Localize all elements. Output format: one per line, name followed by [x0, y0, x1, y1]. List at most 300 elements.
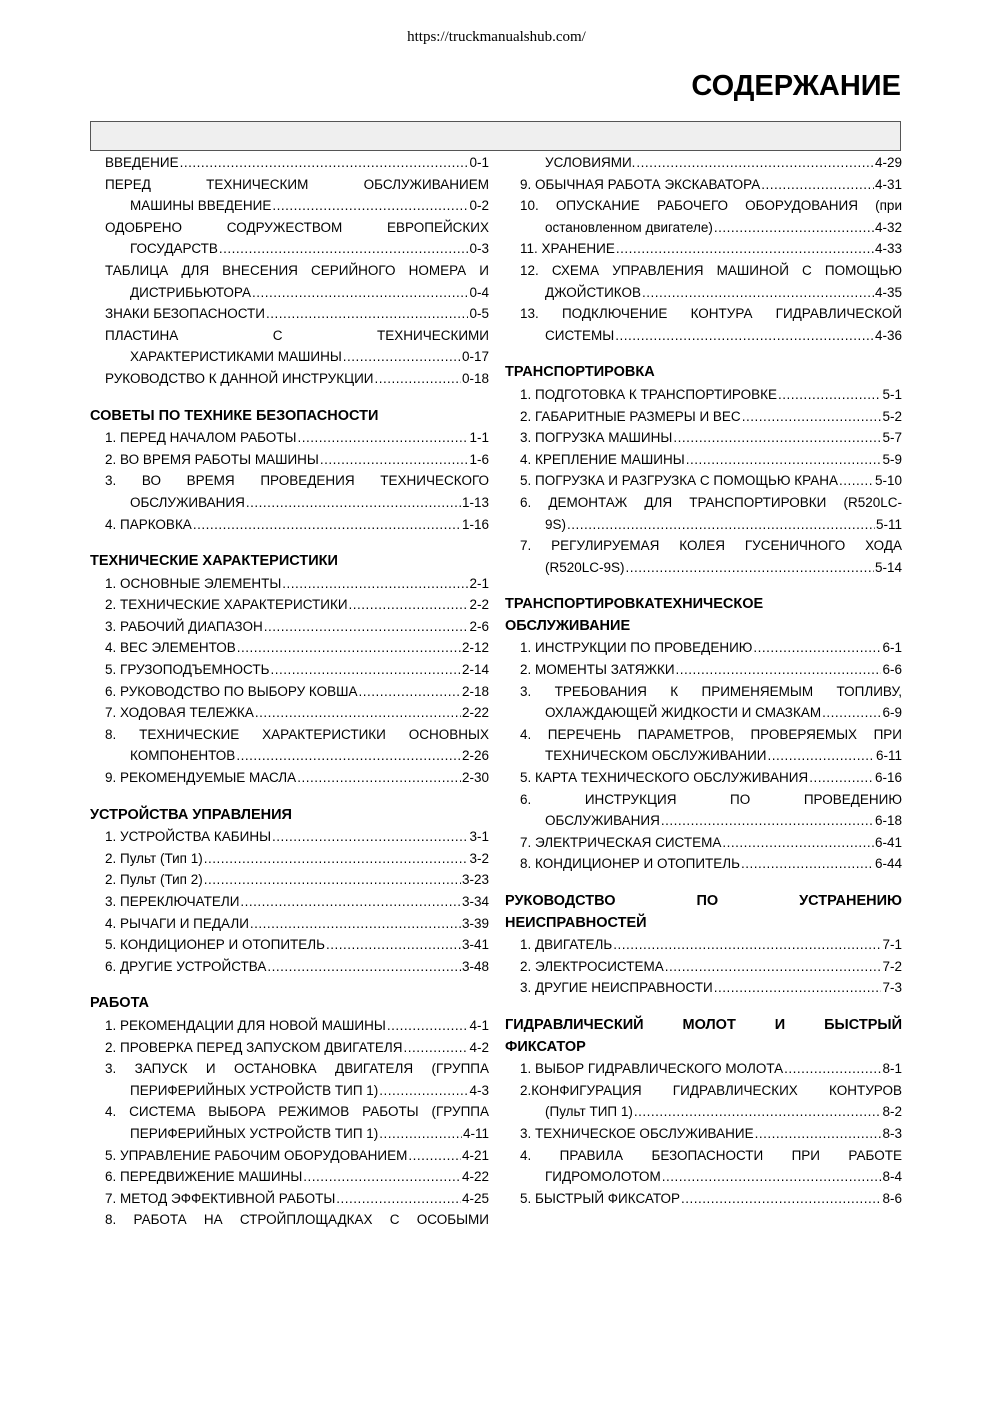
- toc-entry-page: 3-48: [461, 958, 489, 974]
- toc-section-title: ФИКСАТОР: [505, 1038, 586, 1055]
- dot-leader: [714, 977, 882, 999]
- dot-leader: [661, 810, 874, 832]
- toc-entry-row: [105, 869, 489, 891]
- toc-entry-text: ПЕРИФЕРИЙНЫХ УСТРОЙСТВ ТИП 1): [130, 1125, 379, 1141]
- toc-entry-page: 0-2: [469, 198, 489, 214]
- toc-entry-row: [105, 492, 489, 514]
- toc-entry: [90, 260, 489, 303]
- dot-leader: [761, 174, 874, 196]
- dot-leader: [236, 745, 461, 767]
- dot-leader: [193, 514, 461, 536]
- toc-entry-text: 2. ТЕХНИЧЕСКИЕ ХАРАКТЕРИСТИКИ: [105, 597, 348, 613]
- dot-leader: [270, 659, 461, 681]
- toc-entry: [90, 174, 489, 217]
- toc-entry-row: [105, 195, 489, 217]
- toc-section-title: РУКОВОДСТВО ПО УСТРАНЕНИЮ: [505, 893, 902, 909]
- toc-entry: [90, 594, 489, 616]
- toc-entry-text: 2. ПРОВЕРКА ПЕРЕД ЗАПУСКОМ ДВИГАТЕЛЯ: [105, 1039, 403, 1055]
- dot-leader: [204, 848, 469, 870]
- toc-entry: [90, 848, 489, 870]
- toc-entry-row: [105, 346, 489, 368]
- toc-entry: [90, 303, 489, 325]
- toc-entry-line: 2.КОНФИГУРАЦИЯ ГИДРАВЛИЧЕСКИХ КОНТУРОВ: [520, 1082, 902, 1098]
- toc-entry-text: 1. ВЫБОР ГИДРАВЛИЧЕСКОГО МОЛОТА: [520, 1061, 784, 1077]
- toc-entry-text: 1. ДВИГАТЕЛЬ: [520, 937, 613, 953]
- toc-entry-page: 4-3: [469, 1082, 489, 1098]
- toc-entry: [90, 1015, 489, 1037]
- toc-entry-line: 10. ОПУСКАНИЕ РАБОЧЕГО ОБОРУДОВАНИЯ (при: [520, 198, 902, 214]
- toc-entry-row: [105, 616, 489, 638]
- toc-section: [505, 594, 902, 875]
- toc-entry-line: ОДОБРЕНО СОДРУЖЕСТВОМ ЕВРОПЕЙСКИХ: [105, 219, 489, 235]
- toc-section: [90, 805, 489, 978]
- dot-leader: [673, 427, 881, 449]
- dot-leader: [662, 1166, 882, 1188]
- dot-leader: [567, 514, 875, 536]
- toc-entry-row: [105, 1037, 489, 1059]
- toc-entry-text: ГОСУДАРСТВ: [130, 241, 218, 257]
- toc-entry-page: 2-18: [461, 683, 489, 699]
- toc-entry-page: 7-1: [882, 937, 902, 953]
- toc-entry-text: ВВЕДЕНИЕ: [105, 155, 179, 170]
- dot-leader: [240, 891, 461, 913]
- toc-section: [505, 362, 902, 578]
- dot-leader: [359, 681, 461, 703]
- toc-entry-row: [105, 637, 489, 659]
- toc-entry-row: [520, 1101, 902, 1123]
- toc-entry: [505, 767, 902, 789]
- toc-entry-row: [520, 637, 902, 659]
- dot-leader: [343, 346, 461, 368]
- toc-entry-page: 2-22: [461, 705, 489, 721]
- toc-entry-page: 2-1: [469, 575, 489, 591]
- toc-entry: [90, 152, 489, 174]
- toc-entry: [90, 681, 489, 703]
- toc-section-title: ТРАНСПОРТИРОВКА: [505, 364, 655, 381]
- page-title: СОДЕРЖАНИЕ: [691, 70, 901, 102]
- toc-entry-page: 5-1: [882, 386, 902, 402]
- toc-entry: [505, 535, 902, 578]
- toc-entry-page: 0-1: [469, 155, 489, 170]
- toc-section-title: ГИДРАВЛИЧЕСКИЙ МОЛОТ И БЫСТРЫЙ: [505, 1016, 902, 1033]
- dot-leader: [768, 745, 875, 767]
- toc-entry-row: [105, 1080, 489, 1102]
- toc-entry-text: 2. Пульт (Тип 2): [105, 872, 203, 888]
- toc-entry-page: 3-23: [461, 872, 489, 888]
- toc-entry-row: [105, 238, 489, 260]
- toc-entry-page: 3-34: [461, 894, 489, 909]
- toc-entry-text: ДЖОЙСТИКОВ: [545, 284, 641, 300]
- toc-entry: [505, 195, 902, 238]
- toc-entry-text: ЗНАКИ БЕЗОПАСНОСТИ: [105, 306, 265, 322]
- toc-entry: [505, 406, 902, 428]
- toc-entry-page: 4-33: [874, 241, 902, 257]
- toc-entry-page: 4-35: [874, 284, 902, 300]
- toc-entry: [90, 869, 489, 891]
- toc-entry-row: [105, 891, 489, 913]
- toc-entry: [505, 789, 902, 832]
- toc-entry: [505, 1188, 902, 1210]
- toc-entry-row: [105, 303, 489, 325]
- dot-leader: [266, 303, 469, 325]
- toc-entry-line: 12. СХЕМА УПРАВЛЕНИЯ МАШИНОЙ С ПОМОЩЬЮ: [520, 262, 902, 278]
- dot-leader: [681, 1188, 881, 1210]
- toc-entry: [505, 1080, 902, 1123]
- toc-entry-text: 9S): [545, 516, 567, 532]
- toc-entry: [505, 1058, 902, 1080]
- toc-entry-row: [105, 913, 489, 935]
- toc-entry-text: ОБСЛУЖИВАНИЯ: [545, 813, 660, 829]
- toc-entry-page: 5-14: [874, 559, 902, 575]
- toc-entry-row: [520, 832, 902, 854]
- toc-entry: [505, 174, 902, 196]
- dot-leader: [297, 767, 461, 789]
- toc-entry-row: [105, 745, 489, 767]
- toc-entry-row: [105, 702, 489, 724]
- toc-entry: [90, 891, 489, 913]
- toc-entry-line: 3. ВО ВРЕМЯ ПРОВЕДЕНИЯ ТЕХНИЧЕСКОГО: [105, 473, 489, 489]
- toc-entry-page: 4-36: [874, 327, 902, 343]
- toc-entry: [505, 449, 902, 471]
- toc-entry-text: 1. УСТРОЙСТВА КАБИНЫ: [105, 829, 272, 845]
- toc-entry-text: 6. РУКОВОДСТВО ПО ВЫБОРУ КОВША: [105, 683, 358, 699]
- toc-entry: [505, 659, 902, 681]
- toc-entry-text: 5. УПРАВЛЕНИЕ РАБОЧИМ ОБОРУДОВАНИЕМ: [105, 1147, 408, 1163]
- toc-entry-page: 6-1: [882, 640, 902, 656]
- dot-leader: [298, 427, 469, 449]
- toc-entry: [505, 853, 902, 875]
- toc-section-title: ОБСЛУЖИВАНИЕ: [505, 617, 631, 634]
- dot-leader: [252, 282, 469, 304]
- dot-leader: [320, 449, 469, 471]
- toc-entry: [505, 956, 902, 978]
- dot-leader: [722, 832, 874, 854]
- toc-entry-page: 1-1: [469, 430, 489, 446]
- toc-entry-text: (Пульт ТИП 1): [545, 1104, 633, 1120]
- toc-entry: [90, 470, 489, 513]
- toc-entry-row: [520, 853, 902, 875]
- dot-leader: [303, 1166, 461, 1188]
- toc-entry-row: [105, 1145, 489, 1167]
- dot-leader: [387, 1015, 469, 1037]
- toc-entry: [90, 767, 489, 789]
- toc-entry-page: 3-2: [469, 850, 489, 866]
- toc-entry-row: [520, 1188, 902, 1210]
- toc-entry-page: 0-17: [461, 349, 489, 365]
- toc-entry-row: [520, 449, 902, 471]
- toc-entry-row: [105, 848, 489, 870]
- toc-entry-text: 8. КОНДИЦИОНЕР И ОТОПИТЕЛЬ: [520, 856, 740, 872]
- toc-entry-row: [105, 1015, 489, 1037]
- toc-entry-text: 7. ЭЛЕКТРИЧЕСКАЯ СИСТЕМА: [520, 834, 722, 850]
- toc-entry-page: 0-18: [461, 370, 489, 386]
- toc-entry-page: 6-9: [882, 705, 902, 721]
- toc-entry-page: 4-11: [462, 1125, 489, 1141]
- dot-leader: [839, 470, 874, 492]
- toc-continued-group: [505, 152, 902, 346]
- dot-leader: [264, 616, 469, 638]
- toc-entry-page: 6-41: [874, 834, 902, 850]
- toc-entry-text: МАШИНЫ ВВЕДЕНИЕ: [130, 198, 272, 214]
- toc-entry-text: 1. ПЕРЕД НАЧАЛОМ РАБОТЫ: [105, 430, 297, 446]
- toc-entry-page: 5-7: [882, 430, 902, 446]
- dot-leader: [255, 702, 461, 724]
- toc-entry-text: 3. ДРУГИЕ НЕИСПРАВНОСТИ: [520, 980, 713, 996]
- toc-entry-page: 0-4: [469, 284, 489, 300]
- dot-leader: [379, 1080, 468, 1102]
- toc-entry: [505, 1145, 902, 1188]
- toc-entry-row: [105, 282, 489, 304]
- toc-entry-row: [520, 1058, 902, 1080]
- toc-entry-page: 2-26: [461, 748, 489, 764]
- toc-entry-text: 9. ОБЫЧНАЯ РАБОТА ЭКСКАВАТОРА: [520, 176, 761, 192]
- toc-entry-row: [520, 325, 902, 347]
- toc-entry-page: 1-16: [461, 516, 489, 532]
- toc-entry: [90, 659, 489, 681]
- dot-leader: [326, 934, 461, 956]
- toc-entry-row: [520, 934, 902, 956]
- dot-leader: [636, 152, 874, 174]
- toc-entry-text: ГИДРОМОЛОТОМ: [545, 1169, 661, 1185]
- toc-entry-text: 5. БЫСТРЫЙ ФИКСАТОР: [520, 1190, 681, 1206]
- toc-section-title: УСТРОЙСТВА УПРАВЛЕНИЯ: [90, 806, 292, 823]
- toc-entry-line: ПЛАСТИНА С ТЕХНИЧЕСКИМИ: [105, 327, 489, 343]
- dot-leader: [778, 384, 882, 406]
- dot-leader: [784, 1058, 881, 1080]
- toc-entry-row: [105, 368, 489, 390]
- toc-section-title: НЕИСПРАВНОСТЕЙ: [505, 914, 647, 931]
- dot-leader: [626, 557, 874, 579]
- toc-entry-text: (R520LC-9S): [545, 559, 625, 575]
- toc-entry-text: ДИСТРИБЬЮТОРА: [130, 284, 251, 300]
- toc-entry-text: 7. МЕТОД ЭФФЕКТИВНОЙ РАБОТЫ: [105, 1190, 336, 1206]
- toc-entry-line: 3. ЗАПУСК И ОСТАНОВКА ДВИГАТЕЛЯ (ГРУППА: [105, 1061, 489, 1077]
- toc-entry-page: 3-1: [469, 829, 489, 845]
- toc-entry: [505, 977, 902, 999]
- toc-entry-row: [105, 934, 489, 956]
- toc-entry: [505, 724, 902, 767]
- toc-entry: [90, 637, 489, 659]
- toc-entry-text: СИСТЕМЫ: [545, 327, 615, 343]
- dot-leader: [336, 1188, 461, 1210]
- toc-entry-text: КОМПОНЕНТОВ: [130, 748, 236, 764]
- toc-entry-row: [520, 470, 902, 492]
- dot-leader: [755, 1123, 882, 1145]
- dot-leader: [349, 594, 469, 616]
- toc-entry-text: РУКОВОДСТВО К ДАННОЙ ИНСТРУКЦИИ: [105, 370, 374, 386]
- toc-entry: [90, 427, 489, 449]
- toc-entry-page: 4-22: [461, 1169, 489, 1185]
- toc-entry: [505, 152, 902, 174]
- dot-leader: [403, 1037, 468, 1059]
- toc-entry-row: [520, 956, 902, 978]
- toc-entry-text: 9. РЕКОМЕНДУЕМЫЕ МАСЛА: [105, 770, 297, 786]
- toc-section: [505, 1015, 902, 1209]
- toc-entry-row: [105, 573, 489, 595]
- source-url: https://truckmanualshub.com/: [407, 29, 586, 45]
- toc-entry: [505, 1123, 902, 1145]
- toc-entry-row: [520, 745, 902, 767]
- toc-entry-row: [105, 681, 489, 703]
- toc-left-column: [90, 152, 489, 1247]
- toc-entry-page: 6-18: [874, 813, 902, 829]
- toc-entry-page: 2-6: [469, 618, 489, 634]
- dot-leader: [676, 659, 882, 681]
- dot-leader: [379, 1123, 462, 1145]
- toc-entry-text: 1. ИНСТРУКЦИИ ПО ПРОВЕДЕНИЮ: [520, 640, 753, 656]
- toc-entry-page: 4-29: [874, 155, 902, 170]
- toc-entry-row: [520, 282, 902, 304]
- toc-section-title: СОВЕТЫ ПО ТЕХНИКЕ БЕЗОПАСНОСТИ: [90, 407, 379, 424]
- toc-entry: [90, 826, 489, 848]
- toc-entry: [90, 934, 489, 956]
- toc-entry-text: 5. КАРТА ТЕХНИЧЕСКОГО ОБСЛУЖИВАНИЯ: [520, 770, 809, 786]
- toc-right-column: [505, 152, 902, 1225]
- toc-entry-row: [520, 514, 902, 536]
- toc-entry: [90, 1166, 489, 1188]
- toc-entry-line: 13. ПОДКЛЮЧЕНИЕ КОНТУРА ГИДРАВЛИЧЕСКОЙ: [520, 306, 902, 322]
- dot-leader: [219, 238, 469, 260]
- toc-entry-line: ПЕРЕД ТЕХНИЧЕСКИМ ОБСЛУЖИВАНИЕМ: [105, 176, 489, 192]
- toc-entry-text: 2. ГАБАРИТНЫЕ РАЗМЕРЫ И ВЕС: [520, 408, 741, 424]
- toc-entry-row: [520, 217, 902, 239]
- toc-entry: [90, 1188, 489, 1210]
- toc-entry-line: 7. РЕГУЛИРУЕМАЯ КОЛЕЯ ГУСЕНИЧНОГО ХОДА: [520, 538, 902, 554]
- toc-entry-page: 5-2: [882, 408, 902, 424]
- toc-entry: [505, 260, 902, 303]
- toc-entry-text: 4. ВЕС ЭЛЕМЕНТОВ: [105, 640, 236, 656]
- toc-entry-page: 0-5: [469, 306, 489, 322]
- toc-section-title: ТЕХНИЧЕСКИЕ ХАРАКТЕРИСТИКИ: [90, 553, 338, 570]
- dot-leader: [616, 238, 874, 260]
- dot-leader: [613, 934, 881, 956]
- toc-entry: [505, 934, 902, 956]
- dot-leader: [204, 869, 461, 891]
- toc-entry-page: 3-41: [461, 937, 489, 953]
- dot-leader: [237, 637, 461, 659]
- toc-entry: [505, 384, 902, 406]
- toc-entry: [505, 681, 902, 724]
- toc-entry: [90, 1145, 489, 1167]
- toc-entry: [90, 449, 489, 471]
- toc-entry-line: ТАБЛИЦА ДЛЯ ВНЕСЕНИЯ СЕРИЙНОГО НОМЕРА И: [105, 262, 489, 278]
- toc-entry: [505, 470, 902, 492]
- toc-entry-row: [105, 594, 489, 616]
- toc-entry-row: [105, 826, 489, 848]
- toc-entry-row: [520, 702, 902, 724]
- toc-entry-page: 7-3: [882, 980, 902, 996]
- dot-leader: [180, 152, 469, 174]
- dot-leader: [267, 956, 461, 978]
- toc-section-title: РАБОТА: [90, 995, 149, 1012]
- toc-entry-page: 7-2: [882, 958, 902, 974]
- toc-entry-row: [520, 406, 902, 428]
- toc-entry-page: 4-32: [874, 219, 902, 235]
- toc-entry-text: 5. ГРУЗОПОДЪЕМНОСТЬ: [105, 662, 270, 678]
- toc-entry-text: 4. КРЕПЛЕНИЕ МАШИНЫ: [520, 451, 685, 467]
- dot-leader: [272, 195, 468, 217]
- dot-leader: [615, 325, 874, 347]
- toc-entry-text: ХАРАКТЕРИСТИКАМИ МАШИНЫ: [130, 349, 342, 365]
- toc-section: [90, 993, 489, 1231]
- dot-leader: [408, 1145, 461, 1167]
- toc-entry-text: 5. КОНДИЦИОНЕР И ОТОПИТЕЛЬ: [105, 937, 325, 953]
- toc-entry-row: [105, 659, 489, 681]
- toc-entry-line: 3. ТРЕБОВАНИЯ К ПРИМЕНЯЕМЫМ ТОПЛИВУ,: [520, 683, 902, 699]
- toc-entry-page: 5-10: [874, 473, 902, 489]
- toc-entry: [90, 325, 489, 368]
- toc-entry: [90, 724, 489, 767]
- toc-entry-text: 11. ХРАНЕНИЕ: [520, 241, 615, 257]
- toc-entry-text: 3. ПЕРЕКЛЮЧАТЕЛИ: [105, 894, 240, 909]
- dot-leader: [642, 282, 874, 304]
- toc-entry-row: [105, 427, 489, 449]
- toc-entry: [505, 238, 902, 260]
- dot-leader: [634, 1101, 882, 1123]
- toc-entry: [505, 303, 902, 346]
- toc-entry-text: 3. ПОГРУЗКА МАШИНЫ: [520, 430, 673, 446]
- toc-entry-line: 4. СИСТЕМА ВЫБОРА РЕЖИМОВ РАБОТЫ (ГРУППА: [105, 1104, 489, 1120]
- toc-entry-row: [520, 152, 902, 174]
- toc-entry-page: 2-12: [461, 640, 489, 656]
- toc-entry-text: 2. МОМЕНТЫ ЗАТЯЖКИ: [520, 662, 675, 678]
- toc-entry: [90, 616, 489, 638]
- toc-entry-row: [105, 152, 489, 174]
- toc-entry-row: [105, 767, 489, 789]
- toc-entry: [505, 427, 902, 449]
- toc-entry-page: 4-2: [469, 1039, 489, 1055]
- toc-entry-page: 6-44: [874, 856, 902, 872]
- toc-entry-page: 8-4: [882, 1169, 902, 1185]
- toc-entry-text: 1. ОСНОВНЫЕ ЭЛЕМЕНТЫ: [105, 575, 282, 591]
- toc-entry-text: 6. ПЕРЕДВИЖЕНИЕ МАШИНЫ: [105, 1169, 303, 1185]
- dot-leader: [282, 573, 468, 595]
- toc-entry-page: 6-11: [875, 748, 902, 764]
- dot-leader: [714, 217, 874, 239]
- dot-leader: [375, 368, 461, 390]
- toc-entry-row: [105, 449, 489, 471]
- toc-entry-line: 8. ТЕХНИЧЕСКИЕ ХАРАКТЕРИСТИКИ ОСНОВНЫХ: [105, 726, 489, 742]
- toc-entry-text: 5. ПОГРУЗКА И РАЗГРУЗКА С ПОМОЩЬЮ КРАНА: [520, 473, 838, 489]
- toc-entry: [90, 702, 489, 724]
- toc-entry-row: [105, 1123, 489, 1145]
- toc-entry-row: [105, 1188, 489, 1210]
- toc-entry-page: 2-30: [461, 770, 489, 786]
- toc-entry: [90, 913, 489, 935]
- toc-entry: [505, 832, 902, 854]
- toc-entry: [90, 1101, 489, 1144]
- header-bar: [90, 121, 901, 151]
- toc-entry-page: 8-2: [882, 1104, 902, 1120]
- toc-entry-text: 2. Пульт (Тип 1): [105, 850, 203, 866]
- toc-entry-page: 5-11: [875, 516, 902, 532]
- toc-entry-row: [520, 767, 902, 789]
- toc-entry-page: 6-16: [874, 770, 902, 786]
- dot-leader: [665, 956, 882, 978]
- dot-leader: [742, 406, 882, 428]
- dot-leader: [809, 767, 874, 789]
- toc-entry-text: ОБСЛУЖИВАНИЯ: [130, 494, 245, 510]
- toc-entry-row: [520, 238, 902, 260]
- toc-entry-page: 2-2: [469, 597, 489, 613]
- toc-entry-line: 6. ИНСТРУКЦИЯ ПО ПРОВЕДЕНИЮ: [520, 791, 902, 807]
- toc-entry-page: 4-1: [469, 1017, 489, 1033]
- dot-leader: [246, 492, 461, 514]
- toc-entry-line: 4. ПРАВИЛА БЕЗОПАСНОСТИ ПРИ РАБОТЕ: [520, 1147, 902, 1163]
- toc-entry-text: 2. ВО ВРЕМЯ РАБОТЫ МАШИНЫ: [105, 451, 319, 467]
- toc-entry-text: 2. ЭЛЕКТРОСИСТЕМА: [520, 958, 664, 974]
- toc-entry: [90, 1209, 489, 1231]
